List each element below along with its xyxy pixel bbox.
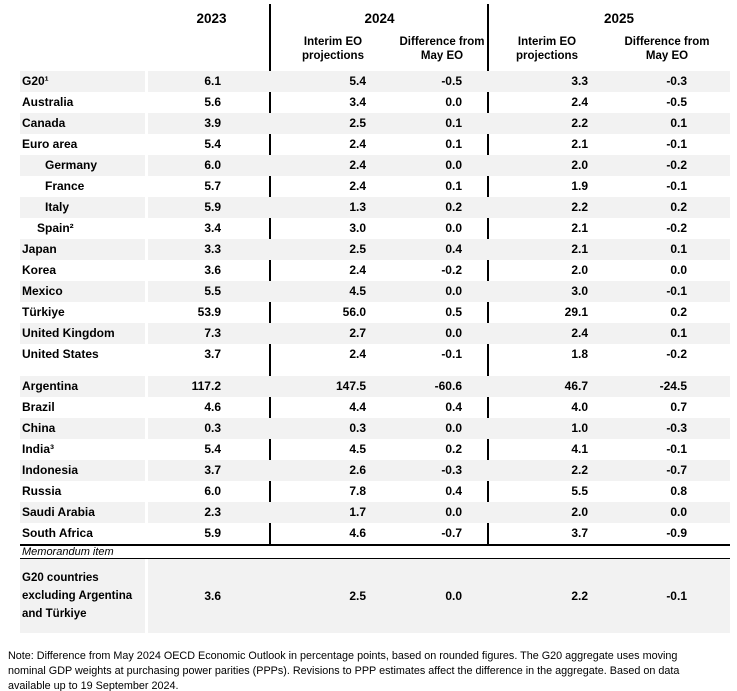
value-cell: 2.2 [571, 116, 588, 130]
value-cell: 0.0 [670, 263, 687, 277]
value-cell: 2.6 [349, 463, 366, 477]
value-cell: 117.2 [191, 379, 221, 393]
value-cell: 0.0 [445, 284, 462, 298]
value-cell: 4.5 [349, 442, 366, 456]
value-cell: 2.0 [571, 263, 588, 277]
value-cell: -0.3 [441, 463, 462, 477]
value-cell: -0.1 [666, 589, 687, 603]
value-cell: 4.5 [349, 284, 366, 298]
value-cell: 0.2 [445, 200, 462, 214]
value-cell: 0.2 [670, 200, 687, 214]
value-cell: 2.4 [349, 179, 366, 193]
value-cell: 7.8 [349, 484, 366, 498]
value-cell: 3.0 [571, 284, 588, 298]
row-label: Canada [20, 113, 148, 134]
table-section-main [0, 71, 730, 365]
value-cell: 56.0 [342, 305, 366, 319]
table-row [20, 376, 730, 397]
value-cell: 2.4 [349, 347, 366, 361]
value-cell: -0.2 [441, 263, 462, 277]
table-note [8, 649, 679, 691]
value-cell: 2.3 [204, 505, 221, 519]
table-row [20, 134, 730, 155]
value-cell: 3.3 [571, 74, 588, 88]
value-cell: 7.3 [204, 326, 221, 340]
value-cell: 3.3 [204, 242, 221, 256]
value-cell: 0.1 [670, 116, 687, 130]
table-row [20, 197, 730, 218]
value-cell: 0.0 [445, 589, 462, 603]
value-cell: 1.9 [571, 179, 588, 193]
row-label: Brazil [20, 397, 148, 418]
table-row [20, 71, 730, 92]
table-section-non-g20 [0, 376, 730, 544]
value-cell: 2.5 [349, 242, 366, 256]
value-cell: 2.1 [571, 242, 588, 256]
memorandum-section [20, 546, 730, 558]
table-row [20, 460, 730, 481]
value-cell: -0.3 [666, 421, 687, 435]
table-row [20, 260, 730, 281]
year-header-2025: 2025 [603, 11, 635, 26]
value-cell: 0.0 [445, 421, 462, 435]
note-line: nominal GDP weights at purchasing power parities (PPPs). Revisions to PPP estimates affect the difference in the aggregate. Based on data [8, 665, 680, 678]
value-cell: 0.1 [670, 326, 687, 340]
table-row [20, 218, 730, 239]
row-label: South Africa [20, 523, 148, 544]
value-cell: 5.7 [204, 179, 221, 193]
table-row [20, 176, 730, 197]
row-label: Germany [20, 155, 148, 176]
value-cell: 0.1 [445, 116, 462, 130]
value-cell: 2.1 [571, 137, 588, 151]
table-row [20, 239, 730, 260]
value-cell: 2.4 [349, 263, 366, 277]
value-cell: 5.5 [204, 284, 221, 298]
value-cell: 2.4 [571, 326, 588, 340]
value-cell: 0.0 [670, 505, 687, 519]
row-label: Saudi Arabia [20, 502, 148, 523]
table-row [20, 92, 730, 113]
row-label: Australia [20, 92, 148, 113]
value-cell: 2.4 [349, 158, 366, 172]
value-cell: -0.1 [441, 347, 462, 361]
table-row [20, 418, 730, 439]
table-row [20, 397, 730, 418]
row-label: Russia [20, 481, 148, 502]
value-cell: 4.6 [204, 400, 221, 414]
table-row [20, 302, 730, 323]
row-label: United States [20, 344, 148, 365]
table-row [20, 439, 730, 460]
row-label: Italy [20, 197, 148, 218]
value-cell: -0.2 [666, 347, 687, 361]
value-cell: 29.1 [564, 305, 588, 319]
value-cell: 1.0 [571, 421, 588, 435]
value-cell: 6.0 [204, 484, 221, 498]
value-cell: 2.5 [349, 116, 366, 130]
row-label: G20¹ [20, 71, 148, 92]
value-cell: 0.3 [349, 421, 366, 435]
row-label: India³ [20, 439, 148, 460]
value-cell: 1.3 [349, 200, 366, 214]
row-label: G20 countries excluding Argentina and Türkiye [20, 559, 148, 633]
value-cell: -0.1 [666, 284, 687, 298]
memorandum-item-label: Memorandum item [22, 546, 114, 558]
table-row [20, 155, 730, 176]
value-cell: 147.5 [335, 379, 366, 393]
value-cell: 3.0 [349, 221, 366, 235]
value-cell: 46.7 [564, 379, 588, 393]
value-cell: 5.9 [204, 526, 221, 540]
table-row [20, 344, 730, 365]
value-cell: 4.4 [349, 400, 366, 414]
value-cell: 4.0 [571, 400, 588, 414]
value-cell: 3.7 [204, 347, 221, 361]
note-line: Note: Difference from May 2024 OECD Economic Outlook in percentage points, based on rounded figures. The G20 aggregate uses moving [8, 650, 678, 662]
value-cell: 1.7 [349, 505, 366, 519]
value-cell: 3.7 [204, 463, 221, 477]
value-cell: 0.2 [670, 305, 687, 319]
value-cell: 2.2 [571, 200, 588, 214]
value-cell: 0.4 [445, 484, 462, 498]
row-label: Türkiye [20, 302, 148, 323]
value-cell: 3.9 [204, 116, 221, 130]
row-label: Spain² [20, 218, 148, 239]
table-row [20, 281, 730, 302]
note-line: available up to 19 September 2024. [8, 680, 179, 691]
value-cell: -0.9 [666, 526, 687, 540]
row-label: Euro area [20, 134, 148, 155]
value-cell: -0.7 [666, 463, 687, 477]
value-cell: 0.0 [445, 221, 462, 235]
value-cell: 0.1 [445, 179, 462, 193]
value-cell: 3.6 [204, 263, 221, 277]
value-cell: 2.5 [349, 589, 366, 603]
value-cell: 0.4 [445, 400, 462, 414]
value-cell: 2.4 [349, 137, 366, 151]
value-cell: 6.1 [204, 74, 221, 88]
value-cell: 0.1 [445, 137, 462, 151]
value-cell: 2.0 [571, 505, 588, 519]
value-cell: -24.5 [659, 379, 687, 393]
value-cell: -0.1 [666, 442, 687, 456]
subheader-2024-difference: Difference from May EO [399, 36, 485, 62]
memorandum-row [20, 559, 730, 633]
value-cell: 0.7 [670, 400, 687, 414]
value-cell: 0.2 [445, 442, 462, 456]
table-row [20, 113, 730, 134]
value-cell: 0.1 [670, 242, 687, 256]
row-label: Korea [20, 260, 148, 281]
value-cell: -0.5 [666, 95, 687, 109]
value-cell: 2.7 [349, 326, 366, 340]
row-label: Argentina [20, 376, 148, 397]
value-cell: 2.2 [571, 589, 588, 603]
value-cell: -0.1 [666, 179, 687, 193]
value-cell: -0.7 [441, 526, 462, 540]
value-cell: 5.4 [349, 74, 366, 88]
value-cell: 0.0 [445, 158, 462, 172]
value-cell: 2.0 [571, 158, 588, 172]
value-cell: 5.4 [204, 442, 221, 456]
row-label: Mexico [20, 281, 148, 302]
value-cell: 0.0 [445, 326, 462, 340]
value-cell: 5.9 [204, 200, 221, 214]
subheader-2024-interim: Interim EO projections [302, 36, 364, 62]
value-cell: 3.4 [204, 221, 221, 235]
value-cell: -0.5 [441, 74, 462, 88]
value-cell: -0.2 [666, 158, 687, 172]
value-cell: 0.4 [445, 242, 462, 256]
value-cell: 6.0 [204, 158, 221, 172]
value-cell: 0.8 [670, 484, 687, 498]
subheader-2025-difference: Difference from May EO [624, 36, 710, 62]
table-row [20, 323, 730, 344]
section-gap [0, 365, 730, 376]
value-cell: 3.7 [571, 526, 588, 540]
value-cell: 4.1 [571, 442, 588, 456]
year-header-2024: 2024 [364, 11, 395, 26]
subheader-2025-interim: Interim EO projections [516, 36, 578, 62]
value-cell: -60.6 [434, 379, 462, 393]
value-cell: -0.3 [666, 74, 687, 88]
row-label: United Kingdom [20, 323, 148, 344]
value-cell: 0.3 [204, 421, 221, 435]
row-label: China [20, 418, 148, 439]
row-label: Indonesia [20, 460, 148, 481]
value-cell: 5.5 [571, 484, 588, 498]
value-cell: -0.1 [666, 137, 687, 151]
year-header-2023: 2023 [196, 11, 227, 26]
table-row [20, 481, 730, 502]
table-body [0, 71, 730, 633]
value-cell: 3.6 [204, 589, 221, 603]
value-cell: 3.4 [349, 95, 366, 109]
value-cell: 53.9 [197, 305, 221, 319]
value-cell: 1.8 [571, 347, 588, 361]
value-cell: 0.0 [445, 95, 462, 109]
value-cell: 5.4 [204, 137, 221, 151]
value-cell: 4.6 [349, 526, 366, 540]
row-label: France [20, 176, 148, 197]
value-cell: 0.5 [445, 305, 462, 319]
value-cell: 0.0 [445, 505, 462, 519]
value-cell: 2.1 [571, 221, 588, 235]
table-row [20, 523, 730, 544]
row-label: Japan [20, 239, 148, 260]
value-cell: 2.2 [571, 463, 588, 477]
table-row [20, 502, 730, 523]
value-cell: 5.6 [204, 95, 221, 109]
value-cell: 2.4 [571, 95, 588, 109]
value-cell: -0.2 [666, 221, 687, 235]
